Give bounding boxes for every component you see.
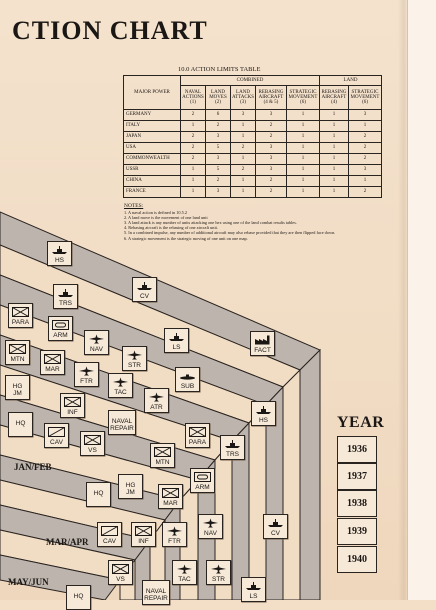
- limit-value: 2: [206, 121, 231, 132]
- limit-value: 2: [181, 143, 206, 154]
- unit-counter-tac[interactable]: [108, 373, 133, 398]
- counter-label-line: MTN: [10, 356, 25, 363]
- unit-counter-hq[interactable]: [66, 585, 91, 610]
- counter-label-line: LS: [172, 344, 181, 351]
- unit-counter-mtn[interactable]: [150, 443, 175, 468]
- counter-label: [61, 409, 84, 416]
- counter-label-line: TAC: [178, 576, 191, 583]
- counter-label-line: PARA: [188, 439, 207, 446]
- year-box: 1939: [337, 518, 377, 545]
- counter-label: [159, 500, 182, 507]
- counter-label-line: MAR: [163, 500, 178, 507]
- turn-label-mar-apr: MAR/APR: [46, 537, 89, 547]
- column-header-name: LAND MOVES: [209, 89, 227, 100]
- counter-label: [133, 293, 156, 300]
- limit-value: 1: [287, 132, 320, 143]
- limit-value: 1: [320, 110, 349, 121]
- counter-label: [264, 530, 287, 537]
- counter-label: [242, 593, 265, 600]
- unit-counter-cav[interactable]: [44, 423, 69, 448]
- turn-label-may-jun: MAY/JUN: [8, 577, 49, 587]
- counter-label: [41, 366, 64, 373]
- counter-label-line: CV: [270, 530, 281, 537]
- unit-counter-ftr[interactable]: [162, 522, 187, 547]
- limit-value: 2: [181, 132, 206, 143]
- counter-label-line: FACT: [254, 347, 271, 354]
- counter-label: [173, 576, 196, 583]
- power-header: MAJOR POWER: [124, 76, 181, 110]
- year-box: 1940: [337, 546, 377, 573]
- column-header-ref: (4 & 5): [263, 100, 279, 106]
- counter-label-line: INF: [67, 409, 78, 416]
- board-band: [300, 350, 320, 600]
- limit-value: 3: [206, 132, 231, 143]
- counter-label-line: HS: [54, 257, 65, 264]
- limit-value: 2: [256, 121, 287, 132]
- counter-label-line: ARM: [195, 484, 210, 491]
- unit-counter-mar[interactable]: [158, 484, 183, 509]
- unit-counter-vs[interactable]: [108, 560, 133, 585]
- unit-counter-nav[interactable]: [84, 330, 109, 355]
- counter-label-line: FTR: [168, 538, 181, 545]
- unit-counter-sub[interactable]: [175, 367, 200, 392]
- year-box: 1938: [337, 490, 377, 517]
- unit-counter-hq[interactable]: [8, 412, 33, 437]
- counter-label: [67, 593, 90, 600]
- limit-value: 2: [349, 143, 382, 154]
- unit-counter-vs[interactable]: [80, 431, 105, 456]
- unit-counter-inf[interactable]: [60, 393, 85, 418]
- counter-label-line: NAVAL: [111, 418, 133, 425]
- limit-value: 2: [181, 154, 206, 165]
- power-name: USA: [124, 143, 181, 154]
- counter-label: [45, 439, 68, 446]
- counter-label-line: NAV: [90, 346, 103, 353]
- counter-label: [207, 576, 230, 583]
- year-box: 1937: [337, 463, 377, 490]
- column-header-ref: (3): [240, 100, 246, 106]
- counter-label-line: TAC: [114, 389, 127, 396]
- board-band: [249, 405, 266, 600]
- combined-group-header: COMBINED: [181, 76, 320, 86]
- limit-value: 5: [206, 143, 231, 154]
- counter-sublabel: JM: [126, 489, 135, 496]
- counter-label: [9, 420, 32, 427]
- counter-label: [48, 257, 71, 264]
- counter-label: [252, 417, 275, 424]
- limit-value: 1: [320, 154, 349, 165]
- limit-value: 1: [181, 176, 206, 187]
- limit-value: 2: [231, 143, 256, 154]
- limit-value: 1: [181, 121, 206, 132]
- power-name: CHINA: [124, 176, 181, 187]
- chart-title: CTION CHART: [12, 16, 208, 45]
- unit-counter-str[interactable]: [122, 346, 147, 371]
- limit-value: 1: [320, 143, 349, 154]
- turn-label-jan-feb: JAN/FEB: [14, 462, 52, 472]
- note-item: 1. A naval action is defined in 10.5.2: [124, 210, 188, 216]
- limit-value: 1: [320, 176, 349, 187]
- power-name: JAPAN: [124, 132, 181, 143]
- counter-label-line: HS: [258, 417, 269, 424]
- unit-counter-hs[interactable]: [251, 401, 276, 426]
- limit-value: 2: [349, 154, 382, 165]
- counter-label-line: ATR: [150, 404, 163, 411]
- year-track-heading: YEAR: [337, 414, 385, 431]
- unit-counter-tac[interactable]: [172, 560, 197, 585]
- counter-label: [6, 383, 29, 397]
- column-header-ref: (2): [215, 100, 221, 106]
- counter-label-line: MTN: [155, 459, 170, 466]
- limit-value: 1: [231, 154, 256, 165]
- limit-value: 1: [181, 165, 206, 176]
- unit-counter-naval[interactable]: [142, 580, 170, 605]
- power-name: ITALY: [124, 121, 181, 132]
- unit-counter-mar[interactable]: [40, 350, 65, 375]
- unit-counter-arm[interactable]: [48, 316, 73, 341]
- column-header-ref: (6): [362, 100, 368, 106]
- unit-counter-mtn[interactable]: [5, 340, 30, 365]
- counter-label: [186, 439, 209, 446]
- limit-value: 1: [287, 154, 320, 165]
- note-item: 5. In a combined impulse, any number of additional aircraft may also rebase provided that they are then flipped face down.: [124, 230, 336, 236]
- unit-counter-para[interactable]: [185, 423, 210, 448]
- limit-value: 5: [206, 165, 231, 176]
- counter-label: [85, 346, 108, 353]
- counter-label: [176, 383, 199, 390]
- counter-label: [87, 490, 110, 497]
- counter-sublabel: REPAIR: [110, 425, 134, 432]
- limit-value: 1: [231, 121, 256, 132]
- counter-label-line: ARM: [53, 332, 68, 339]
- column-header-name: REBASING AIRCRAFT: [258, 89, 284, 100]
- limit-value: 1: [320, 165, 349, 176]
- counter-label: [145, 404, 168, 411]
- counter-label-line: LS: [249, 593, 258, 600]
- limit-value: 1: [181, 187, 206, 198]
- unit-counter-cv[interactable]: [263, 514, 288, 539]
- counter-label-line: HQ: [73, 593, 84, 600]
- counter-label-line: TRS: [226, 451, 239, 458]
- counter-label-line: TRS: [59, 300, 72, 307]
- note-item: 3. A land attack is any number of units attacking one hex using one of the land combat results tables.: [124, 220, 297, 226]
- year-box: 1936: [337, 436, 377, 463]
- counter-label: [49, 332, 72, 339]
- limit-value: 1: [231, 187, 256, 198]
- counter-label: [165, 344, 188, 351]
- limit-value: 1: [287, 165, 320, 176]
- unit-counter-hq[interactable]: [86, 482, 111, 507]
- counter-label-line: HQ: [15, 420, 26, 427]
- limit-value: 2: [349, 187, 382, 198]
- limit-value: 2: [181, 110, 206, 121]
- counter-label-line: HG: [125, 482, 136, 489]
- counter-sublabel: REPAIR: [144, 595, 168, 602]
- counter-label: [191, 484, 214, 491]
- note-item: 2. A land move is the movement of one land unit: [124, 215, 208, 221]
- power-name: COMMONWEALTH: [124, 154, 181, 165]
- limit-value: 1: [287, 143, 320, 154]
- unit-counter-ls[interactable]: [241, 577, 266, 602]
- limit-value: 1: [320, 121, 349, 132]
- limit-value: 3: [349, 165, 382, 176]
- counter-label: [6, 356, 29, 363]
- limit-value: 3: [256, 154, 287, 165]
- counter-label-line: HQ: [93, 490, 104, 497]
- column-header-name: LAND ATTACKS: [231, 89, 255, 100]
- limit-value: 1: [349, 121, 382, 132]
- note-item: 4. Rebasing aircraft is the rebasing of one aircraft unit.: [124, 225, 218, 231]
- counter-label: [163, 538, 186, 545]
- unit-counter-inf[interactable]: [131, 522, 156, 547]
- counter-label: [123, 362, 146, 369]
- unit-counter-hg[interactable]: [118, 474, 143, 499]
- limit-value: 1: [287, 187, 320, 198]
- limit-value: 2: [256, 187, 287, 198]
- limit-value: 1: [231, 132, 256, 143]
- limit-value: 3: [206, 187, 231, 198]
- limit-value: 3: [256, 165, 287, 176]
- unit-counter-str[interactable]: [206, 560, 231, 585]
- limit-value: 3: [231, 110, 256, 121]
- counter-label-line: FTR: [80, 378, 93, 385]
- limit-value: 2: [231, 165, 256, 176]
- limit-value: 2: [349, 132, 382, 143]
- column-header-ref: (1): [190, 100, 196, 106]
- counter-label-line: STR: [128, 362, 141, 369]
- limit-value: 1: [231, 176, 256, 187]
- unit-counter-ftr[interactable]: [74, 362, 99, 387]
- column-header-name: STRATEGIC MOVEMENT: [288, 89, 318, 100]
- unit-counter-fact[interactable]: [250, 331, 275, 356]
- counter-label: [199, 530, 222, 537]
- counter-label-line: NAVAL: [145, 588, 167, 595]
- counter-label: [9, 319, 32, 326]
- limit-value: 1: [320, 187, 349, 198]
- counter-label: [119, 482, 142, 496]
- counter-label: [81, 447, 104, 454]
- unit-counter-nav[interactable]: [198, 514, 223, 539]
- counter-label-line: NAV: [204, 530, 217, 537]
- power-name: FRANCE: [124, 187, 181, 198]
- counter-label-line: CAV: [103, 538, 116, 545]
- counter-sublabel: JM: [13, 390, 22, 397]
- limit-value: 2: [256, 132, 287, 143]
- column-header-ref: (6): [300, 100, 306, 106]
- counter-label: [54, 300, 77, 307]
- limit-value: 2: [256, 176, 287, 187]
- land-group-header: LAND: [320, 76, 382, 86]
- unit-counter-trs[interactable]: [53, 284, 78, 309]
- limit-value: 1: [287, 110, 320, 121]
- unit-counter-para[interactable]: [8, 303, 33, 328]
- column-header-name: REBASING AIRCRAFT: [321, 89, 347, 100]
- counter-label-line: HG: [12, 383, 23, 390]
- column-header-ref: (4): [331, 100, 337, 106]
- unit-counter-hs[interactable]: [47, 241, 72, 266]
- limit-value: 3: [256, 110, 287, 121]
- limit-value: 1: [349, 176, 382, 187]
- limit-value: 1: [287, 176, 320, 187]
- unit-counter-ls[interactable]: [164, 328, 189, 353]
- counter-label: [109, 389, 132, 396]
- power-name: USSR: [124, 165, 181, 176]
- counter-label-line: PARA: [11, 319, 30, 326]
- column-header-name: NAVAL ACTIONS: [182, 89, 204, 100]
- counter-label-line: VS: [88, 447, 97, 454]
- limit-value: 2: [206, 176, 231, 187]
- counter-label: [109, 576, 132, 583]
- unit-counter-cv[interactable]: [132, 277, 157, 302]
- unit-counter-cav[interactable]: [97, 522, 122, 547]
- counter-label: [98, 538, 121, 545]
- counter-label: [75, 378, 98, 385]
- counter-label: [251, 347, 274, 354]
- notes-heading: NOTES:: [124, 203, 144, 209]
- counter-label-line: VS: [116, 576, 125, 583]
- unit-counter-atr[interactable]: [144, 388, 169, 413]
- unit-counter-naval[interactable]: [108, 410, 136, 435]
- limit-value: 3: [206, 154, 231, 165]
- counter-label-line: SUB: [180, 383, 195, 390]
- note-item: 6. A strategic movement is the strategic moving of one unit on one map.: [124, 235, 248, 241]
- limit-value: 1: [287, 121, 320, 132]
- counter-label-line: CAV: [50, 439, 63, 446]
- counter-label: [221, 451, 244, 458]
- unit-counter-hg[interactable]: [5, 375, 30, 400]
- limit-value: 1: [320, 132, 349, 143]
- limit-value: 3: [349, 110, 382, 121]
- power-name: GERMANY: [124, 110, 181, 121]
- limit-value: 3: [256, 143, 287, 154]
- counter-label-line: MAR: [45, 366, 60, 373]
- action-limits-caption: 10.0 ACTION LIMITS TABLE: [178, 66, 261, 73]
- counter-label-line: STR: [212, 576, 225, 583]
- counter-label: [151, 459, 174, 466]
- limit-value: 6: [206, 110, 231, 121]
- board-band: [283, 370, 300, 600]
- unit-counter-trs[interactable]: [220, 435, 245, 460]
- counter-label: [132, 538, 155, 545]
- counter-label-line: INF: [138, 538, 149, 545]
- column-header-name: STRATEGIC MOVEMENT: [350, 89, 380, 100]
- unit-counter-arm[interactable]: [190, 468, 215, 493]
- counter-label: [109, 418, 135, 432]
- counter-label-line: CV: [139, 293, 150, 300]
